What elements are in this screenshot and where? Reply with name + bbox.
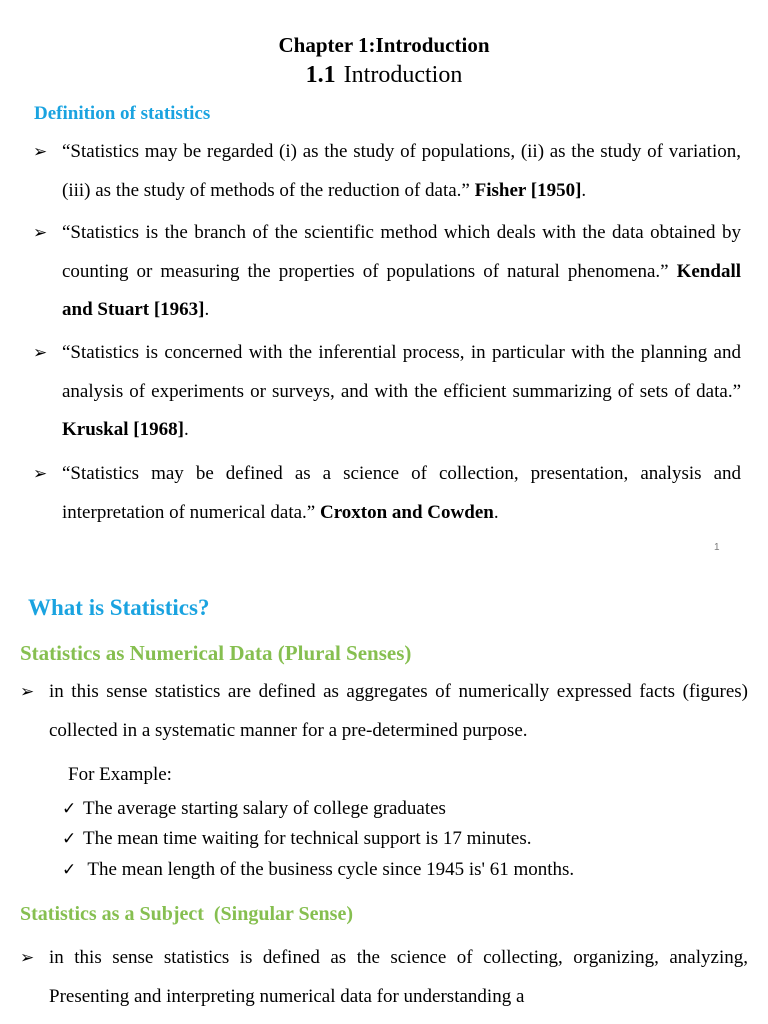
example-item	[62, 858, 574, 882]
example-text: The average starting salary of college graduates	[83, 798, 446, 819]
singular-sense-heading: Statistics as a Subject (Singular Sense)	[20, 903, 353, 925]
checkmark-icon: ✓	[62, 799, 77, 819]
example-text: The mean length of the business cycle since 1945 is' 61 months.	[83, 859, 575, 880]
definition-end: .	[493, 501, 499, 523]
definition-item	[33, 133, 741, 210]
definition-end: .	[581, 179, 587, 201]
definition-end: .	[183, 419, 189, 440]
arrow-bullet-icon: ➢	[20, 948, 35, 967]
singular-sense-item	[20, 939, 748, 1016]
definition-text: “Statistics may be defined as a science of collection, presentation, analysis and interpretation of numerical data.”	[62, 463, 741, 523]
section-title	[0, 61, 768, 89]
what-is-statistics-heading: What is Statistics?	[28, 595, 210, 620]
arrow-bullet-icon: ➢	[33, 343, 48, 362]
example-label: For Example:	[68, 764, 172, 785]
singular-sense-text: in this sense statistics is defined as the science of collecting, organizing, analyzing, Presenting and interpreting numerical data for understanding a	[49, 947, 748, 1007]
chapter-title: Chapter 1:Introduction	[278, 33, 490, 57]
plural-sense-item	[20, 673, 748, 750]
arrow-bullet-icon: ➢	[33, 142, 48, 161]
definition-text: “Statistics is concerned with the inferential process, in particular with the planning and analysis of experiments or surveys, and with the efficient summarizing of sets of data.”	[62, 342, 741, 402]
definition-source: Croxton and Cowden	[319, 501, 494, 523]
arrow-bullet-icon: ➢	[20, 682, 35, 701]
definition-source: Fisher [1950]	[474, 179, 582, 201]
definition-text: “Statistics is the branch of the scientific method which deals with the data obtained by counting or measuring the properties of populations of natural phenomena.”	[62, 222, 741, 282]
definition-source: Kendall and Stuart [1963]	[62, 260, 741, 320]
example-text: The mean time waiting for technical support is 17 minutes.	[83, 828, 532, 849]
example-item	[62, 797, 446, 821]
definition-heading: Definition of statistics	[34, 103, 211, 124]
arrow-bullet-icon: ➢	[33, 223, 48, 242]
plural-sense-heading: Statistics as Numerical Data (Plural Senses)	[20, 641, 412, 665]
section-title-text: Introduction	[343, 62, 463, 88]
definition-source: Kruskal [1968]	[62, 419, 184, 440]
definition-text: “Statistics may be regarded (i) as the study of populations, (ii) as the study of variation, (iii) as the study of methods of the reduction of data.”	[62, 141, 741, 201]
definition-item	[33, 214, 741, 330]
arrow-bullet-icon: ➢	[33, 464, 48, 483]
definition-item	[33, 455, 741, 532]
checkmark-icon: ✓	[62, 860, 77, 880]
checkmark-icon: ✓	[62, 829, 77, 849]
plural-sense-text: in this sense statistics are defined as aggregates of numerically expressed facts (figures) collected in a systematic manner for a pre-determined purpose.	[49, 681, 748, 741]
section-number: 1.1	[305, 62, 336, 88]
definition-end: .	[204, 299, 210, 320]
page-number: 1	[714, 542, 720, 553]
example-item	[62, 827, 532, 851]
definition-item	[33, 334, 741, 450]
